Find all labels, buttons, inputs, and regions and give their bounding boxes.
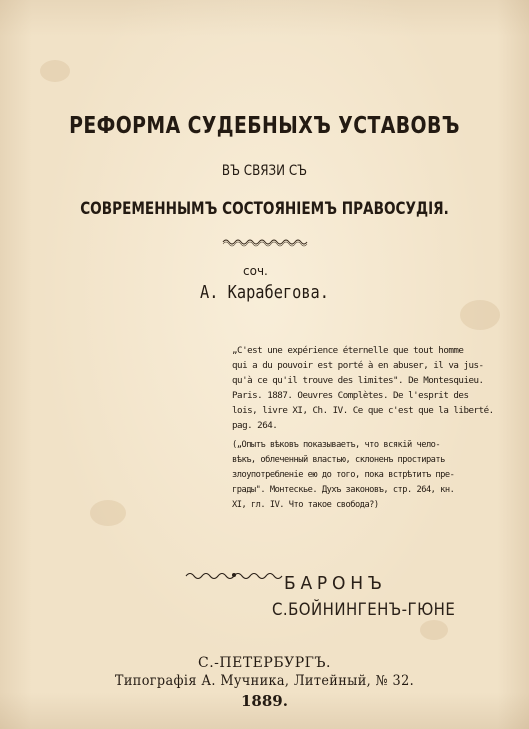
paper-stain (40, 60, 70, 82)
epigraph-line: lois, livre XI, Ch. IV. Ce que c'est que la liberté. (232, 405, 494, 416)
paper-stain (420, 620, 448, 640)
epigraph-line: вѣкъ, облеченный властью, склоненъ простирать (232, 455, 445, 465)
ownership-stamp-title: БАРОНЪ (284, 573, 387, 594)
epigraph-line: „C'est une expérience éternelle que tout homme (232, 345, 464, 356)
author-name: А. Карабегова. (200, 282, 329, 303)
epigraph-line: pag. 264. (232, 420, 278, 431)
decorative-wavy-rule (222, 237, 308, 247)
printer-imprint: Типографія А. Мучника, Литейный, № 32. (114, 673, 415, 689)
ownership-stamp-flourish (184, 568, 284, 582)
epigraph-line: XI, гл. IV. Что такое свобода?) (232, 500, 379, 510)
epigraph-line: грады". Монтескье. Духъ законовъ, стр. 264, кн. (232, 485, 455, 495)
epigraph-line: злоупотребленіе ею до того, пока встрѣтитъ пре- (232, 470, 455, 480)
book-subtitle: ВЪ СВЯЗИ СЪ (221, 163, 308, 179)
epigraph-french (232, 343, 494, 433)
book-title: РЕФОРМА СУДЕБНЫХЪ УСТАВОВЪ (69, 113, 460, 139)
book-subtitle-second-line: СОВРЕМЕННЫМЪ СОСТОЯНІЕМЪ ПРАВОСУДІЯ. (80, 199, 449, 219)
paper-stain (90, 500, 126, 526)
publication-year: 1889. (241, 692, 288, 710)
epigraph-russian (232, 438, 457, 513)
epigraph-line: Paris. 1887. Oeuvres Complètes. De l'esprit des (232, 390, 469, 401)
ownership-stamp-name: С.БОЙНИНГЕНЪ-ГЮНЕ (272, 600, 456, 620)
byline-label: соч. (243, 264, 268, 278)
epigraph-line: qu'à ce qu'il trouve des limites". De Montesquieu. (232, 375, 484, 386)
paper-stain (460, 300, 500, 330)
publication-city: С.-ПЕТЕРБУРГЪ. (198, 655, 331, 671)
epigraph-line: qui a du pouvoir est porté à en abuser, il va jus- (232, 360, 484, 371)
epigraph-line: („Опытъ вѣковъ показываетъ, что всякій чело- (232, 440, 441, 450)
